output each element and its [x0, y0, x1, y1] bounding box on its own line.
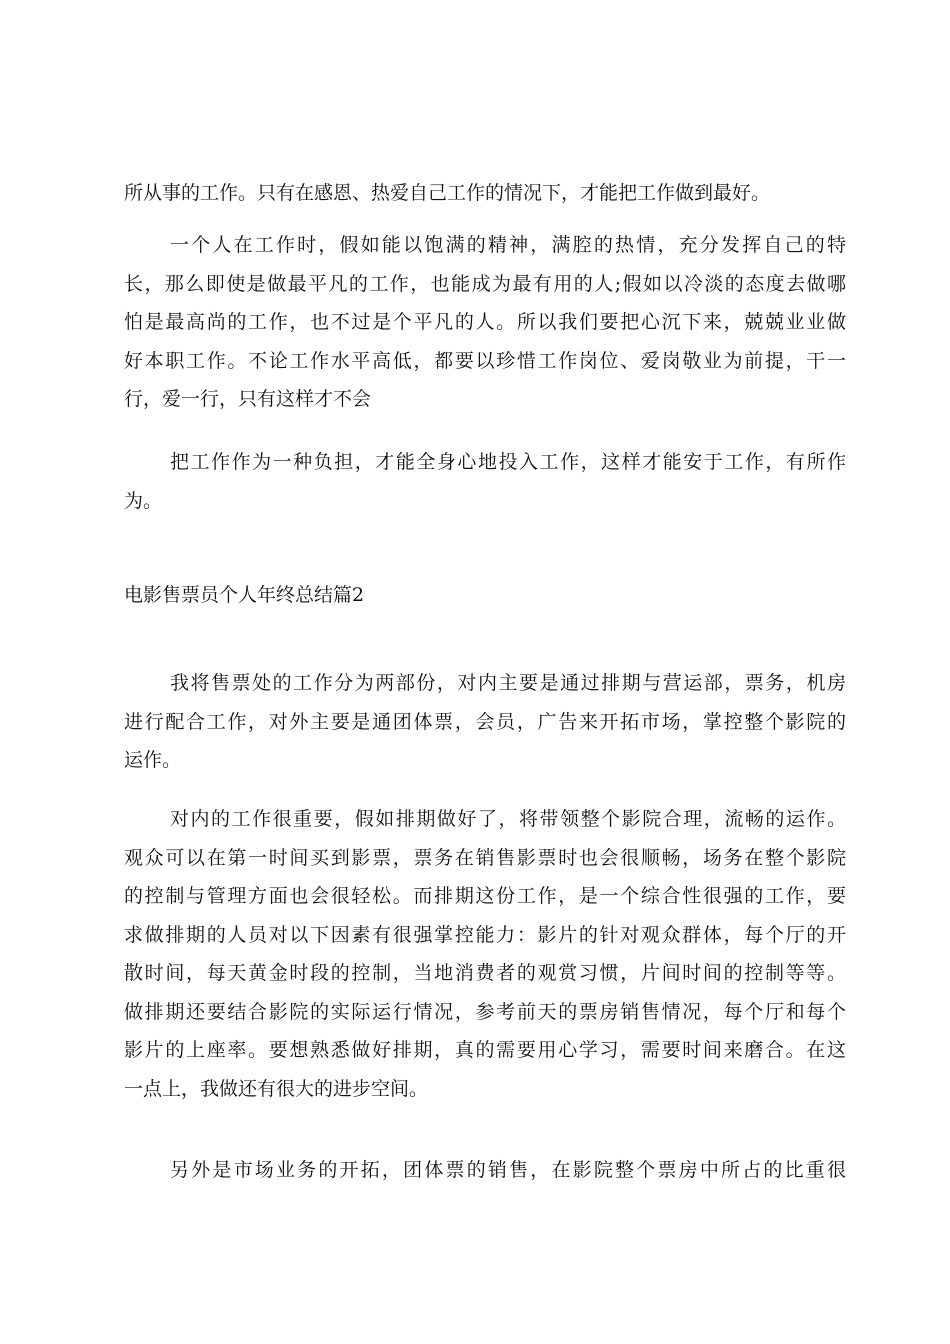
text-line: 的控制与管理方面也会很轻松。而排期这份工作，是一个综合性很强的工作，要: [124, 885, 846, 907]
paragraph-3: [124, 443, 846, 520]
paragraph-5: [124, 800, 846, 1108]
text-line: 一点上，我做还有很大的进步空间。: [124, 1077, 429, 1100]
paragraph-2: [124, 226, 846, 419]
text-line: 散时间，每天黄金时段的控制，当地消费者的观赏习惯，片间时间的控制等等。: [124, 962, 846, 984]
text-line: 观众可以在第一时间买到影票，票务在销售影票时也会很顺畅，场务在整个影院: [124, 846, 846, 869]
text-line: 影片的上座率。要想熟悉做好排期，真的需要用心学习，需要时间来磨合。在这: [124, 1039, 846, 1061]
paragraph-6: [124, 1151, 846, 1190]
text-line: 我将售票处的工作分为两部份，对内主要是通过排期与营运部，票务，机房: [170, 672, 846, 694]
text-line: 怕是最高尚的工作，也不过是个平凡的人。所以我们要把心沉下来，兢兢业业做: [124, 311, 846, 333]
text-line: 做排期还要结合影院的实际运行情况，参考前天的票房销售情况，每个厅和每个: [124, 1000, 846, 1023]
text-line: 所从事的工作。只有在感恩、热爱自己工作的情况下，才能把工作做到最好。: [124, 182, 771, 204]
paragraph-4: [124, 664, 846, 780]
text-line: 把工作作为一种负担，才能全身心地投入工作，这样才能安于工作，有所作: [170, 451, 846, 473]
text-line: 为。: [124, 489, 163, 512]
paragraph-1: [124, 174, 846, 213]
section-heading: 电影售票员个人年终总结篇2: [124, 584, 365, 606]
text-line: 对内的工作很重要，假如排期做好了，将带领整个影院合理，流畅的运作。: [170, 808, 846, 830]
text-line: 运作。: [124, 749, 182, 771]
text-line: 进行配合工作，对外主要是通团体票，会员，广告来开拓市场，掌控整个影院的: [124, 710, 846, 733]
text-line: 行，爱一行，只有这样才不会: [124, 388, 372, 410]
text-line: 一个人在工作时，假如能以饱满的精神，满腔的热情，充分发挥自己的特: [170, 234, 846, 256]
text-line: 另外是市场业务的开拓，团体票的销售，在影院整个票房中所占的比重很: [170, 1159, 846, 1181]
text-line: 长，那么即使是做最平凡的工作，也能成为最有用的人;假如以冷淡的态度去做哪: [124, 272, 846, 295]
text-line: 好本职工作。不论工作水平高低，都要以珍惜工作岗位、爱岗敬业为前提，干一: [124, 349, 846, 372]
text-line: 求做排期的人员对以下因素有很强掌控能力：影片的针对观众群体，每个厅的开: [124, 923, 846, 946]
